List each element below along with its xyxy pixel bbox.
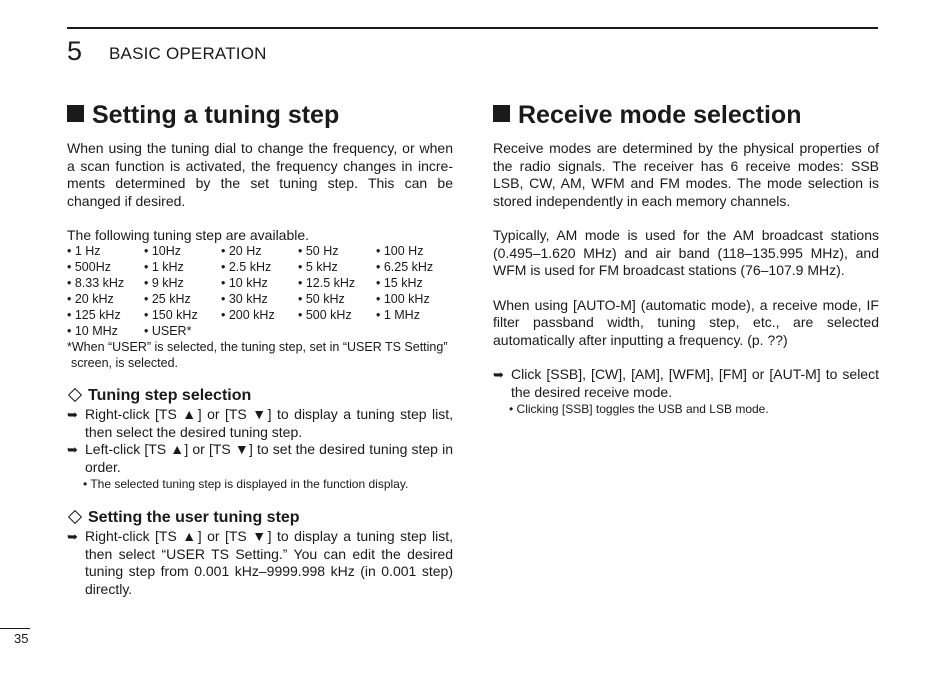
chapter-number: 5 xyxy=(67,36,83,66)
receive-mode-paragraph: Receive modes are determined by the physical properties of the radio signals. The receiver has 6 receive modes: SSB LSB, CW, AM, WFM and FM modes. The mode selection is stored independently in each memory channels. xyxy=(493,140,879,209)
tuning-step-item: • 15 kHz xyxy=(376,276,423,290)
section-heading-text: Receive mode selection xyxy=(518,101,802,129)
diamond-icon xyxy=(68,388,82,402)
tuning-step-item: • USER* xyxy=(144,324,192,338)
tuning-step-item: • 100 kHz xyxy=(376,292,430,306)
page-number: 35 xyxy=(14,631,29,646)
black-square-icon xyxy=(493,105,510,122)
tuning-step-item: • 2.5 kHz xyxy=(221,260,272,274)
am-mode-paragraph: Typically, AM mode is used for the AM broadcast stations (0.495–1.620 MHz) and air band (118–135.995 MHz), and WFM is used for FM broadcast stations (76–107.9 MHz). xyxy=(493,227,879,278)
tuning-step-item: • 10 kHz xyxy=(221,276,268,290)
tuning-step-item: • 150 kHz xyxy=(144,308,198,322)
instruction-item xyxy=(67,528,453,598)
left-column xyxy=(67,100,453,598)
tuning-step-item: • 20 kHz xyxy=(67,292,114,306)
tuning-step-item: • 50 kHz xyxy=(298,292,345,306)
instruction-item xyxy=(493,366,879,401)
tuning-step-item: • 200 kHz xyxy=(221,308,275,322)
black-square-icon xyxy=(67,105,84,122)
tuning-step-item: • 8.33 kHz xyxy=(67,276,125,290)
instruction-item xyxy=(67,406,453,441)
tuning-step-item: • 5 kHz xyxy=(298,260,338,274)
tuning-step-item: • 100 Hz xyxy=(376,244,424,258)
tuning-step-item: • 10 MHz xyxy=(67,324,118,338)
subheading-user-tuning-step xyxy=(67,508,453,528)
tuning-step-item: • 1 kHz xyxy=(144,260,184,274)
subheading-text: Tuning step selection xyxy=(88,387,252,404)
tuning-step-item: • 500Hz xyxy=(67,260,111,274)
tuning-step-item: • 1 Hz xyxy=(67,244,101,258)
instruction-text: Right-click [TS ▲] or [TS ▼] to display a tuning step list, then select “USER TS Setting.” You can edit the desired tuning step from 0.001 kHz–9999.998 kHz (in 0.001 step) directly. xyxy=(85,528,453,597)
tuning-step-item: • 500 kHz xyxy=(298,308,352,322)
arrow-bullet-icon: ➥ xyxy=(67,442,78,457)
instruction-text: Left-click [TS ▲] or [TS ▼] to set the desired tuning step in order. xyxy=(85,441,453,475)
tuning-step-item: • 125 kHz xyxy=(67,308,121,322)
tuning-step-item: • 10Hz xyxy=(144,244,182,258)
section-heading-text: Setting a tuning step xyxy=(92,101,340,129)
tuning-step-item: • 30 kHz xyxy=(221,292,268,306)
page-number-rule xyxy=(0,628,30,629)
tuning-intro-paragraph: When using the tuning dial to change the frequency, or when a scan function is activated, the frequency changes in incre-ments determined by the set tuning step. This can be changed if desired. xyxy=(67,140,453,209)
instruction-text: Click [SSB], [CW], [AM], [WFM], [FM] or [AUT-M] to select the desired receive mode. xyxy=(511,366,879,400)
tuning-step-item: • 50 Hz xyxy=(298,244,339,258)
arrow-bullet-icon: ➥ xyxy=(67,529,78,544)
instruction-text: Right-click [TS ▲] or [TS ▼] to display a tuning step list, then select the desired tuning step. xyxy=(85,406,453,440)
right-column xyxy=(493,100,879,418)
tuning-step-item: • 25 kHz xyxy=(144,292,191,306)
steps-intro: The following tuning step are available. xyxy=(67,227,310,243)
steps-note-continued: screen, is selected. xyxy=(71,356,178,370)
tuning-step-item: • 9 kHz xyxy=(144,276,184,290)
section-heading-tuning-step xyxy=(67,100,453,130)
tuning-step-item: • 12.5 kHz xyxy=(298,276,356,290)
subheading-text: Setting the user tuning step xyxy=(88,509,300,526)
diamond-icon xyxy=(68,510,82,524)
subheading-tuning-step-selection xyxy=(67,386,453,406)
section-heading-receive-mode xyxy=(493,100,879,130)
arrow-bullet-icon: ➥ xyxy=(67,407,78,422)
auto-mode-paragraph: When using [AUTO-M] (automatic mode), a receive mode, IF filter passband width, tuning step, etc., are selected automatically after inputting a frequency. (p. ??) xyxy=(493,296,879,348)
instruction-note: • Clicking [SSB] toggles the USB and LSB mode. xyxy=(509,402,769,416)
chapter-title: BASIC OPERATION xyxy=(109,44,267,63)
instruction-item xyxy=(67,441,453,476)
tuning-step-item: • 1 MHz xyxy=(376,308,420,322)
top-rule xyxy=(67,27,878,29)
tuning-step-item: • 20 Hz xyxy=(221,244,262,258)
tuning-steps-list xyxy=(67,243,453,339)
steps-note: *When “USER” is selected, the tuning step, set in “USER TS Setting” xyxy=(67,340,448,354)
arrow-bullet-icon: ➥ xyxy=(493,367,504,382)
tuning-step-item: • 6.25 kHz xyxy=(376,260,434,274)
instruction-note: • The selected tuning step is displayed in the function display. xyxy=(83,477,409,491)
